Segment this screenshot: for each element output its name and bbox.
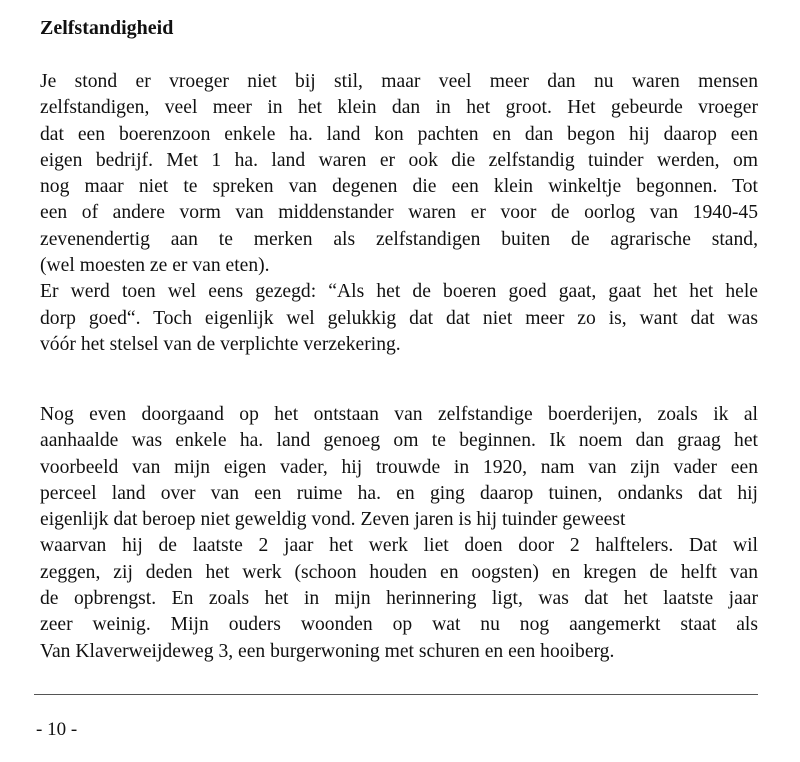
text-line: perceel land over van een ruime ha. en ging daarop tuinen, ondanks dat hij	[40, 482, 758, 504]
text-line: zeggen, zij deden het werk (schoon houden en oogsten) en kregen de helft van	[40, 561, 758, 583]
footer-divider	[34, 694, 758, 695]
text-line: dat een boerenzoon enkele ha. land kon pachten en dan begon hij daarop een	[40, 123, 758, 145]
text-line: zelfstandigen, veel meer in het klein dan in het groot. Het gebeurde vroeger	[40, 97, 758, 119]
text-line: Er werd toen wel eens gezegd: “Als het de boeren goed gaat, gaat het het hele	[40, 281, 758, 303]
text-line: aanhaalde was enkele ha. land genoeg om te beginnen. Ik noem dan graag het	[40, 430, 758, 452]
text-line: nog maar niet te spreken van degenen die een klein winkeltje begonnen. Tot	[40, 176, 758, 198]
page-title: Zelfstandigheid	[40, 17, 174, 39]
text-line: eigenlijk dat beroep niet geweldig vond. Zeven jaren is hij tuinder geweest	[40, 509, 626, 531]
text-line: vóór het stelsel van de verplichte verzekering.	[40, 333, 401, 355]
page-number: - 10 -	[36, 719, 78, 740]
text-line: voorbeeld van mijn eigen vader, hij trouwde in 1920, nam van zijn vader een	[40, 456, 758, 478]
text-line: dorp goed“. Toch eigenlijk wel gelukkig dat dat niet meer zo is, want dat was	[40, 307, 758, 329]
text-line: Nog even doorgaand op het ontstaan van zelfstandige boerderijen, zoals ik al	[40, 404, 758, 425]
text-line: een of andere vorm van middenstander waren er voor de oorlog van 1940-45	[40, 202, 758, 224]
text-line: (wel moesten ze er van eten).	[40, 255, 270, 277]
text-line: de opbrengst. En zoals het in mijn herinnering ligt, was dat het laatste jaar	[40, 588, 758, 610]
text-line: Je stond er vroeger niet bij stil, maar veel meer dan nu waren mensen	[40, 71, 758, 92]
text-line: zevenendertig aan te merken als zelfstandigen buiten de agrarische stand,	[40, 228, 758, 250]
text-line: Van Klaverweijdeweg 3, een burgerwoning met schuren en een hooiberg.	[40, 640, 615, 662]
paragraph-2	[40, 402, 758, 665]
paragraph-1	[40, 69, 758, 358]
text-line: waarvan hij de laatste 2 jaar het werk liet doen door 2 halftelers. Dat wil	[40, 535, 758, 557]
text-line: zeer weinig. Mijn ouders woonden op wat nu nog aangemerkt staat als	[40, 614, 758, 636]
text-line: eigen bedrijf. Met 1 ha. land waren er ook die zelfstandig tuinder werden, om	[40, 149, 758, 171]
